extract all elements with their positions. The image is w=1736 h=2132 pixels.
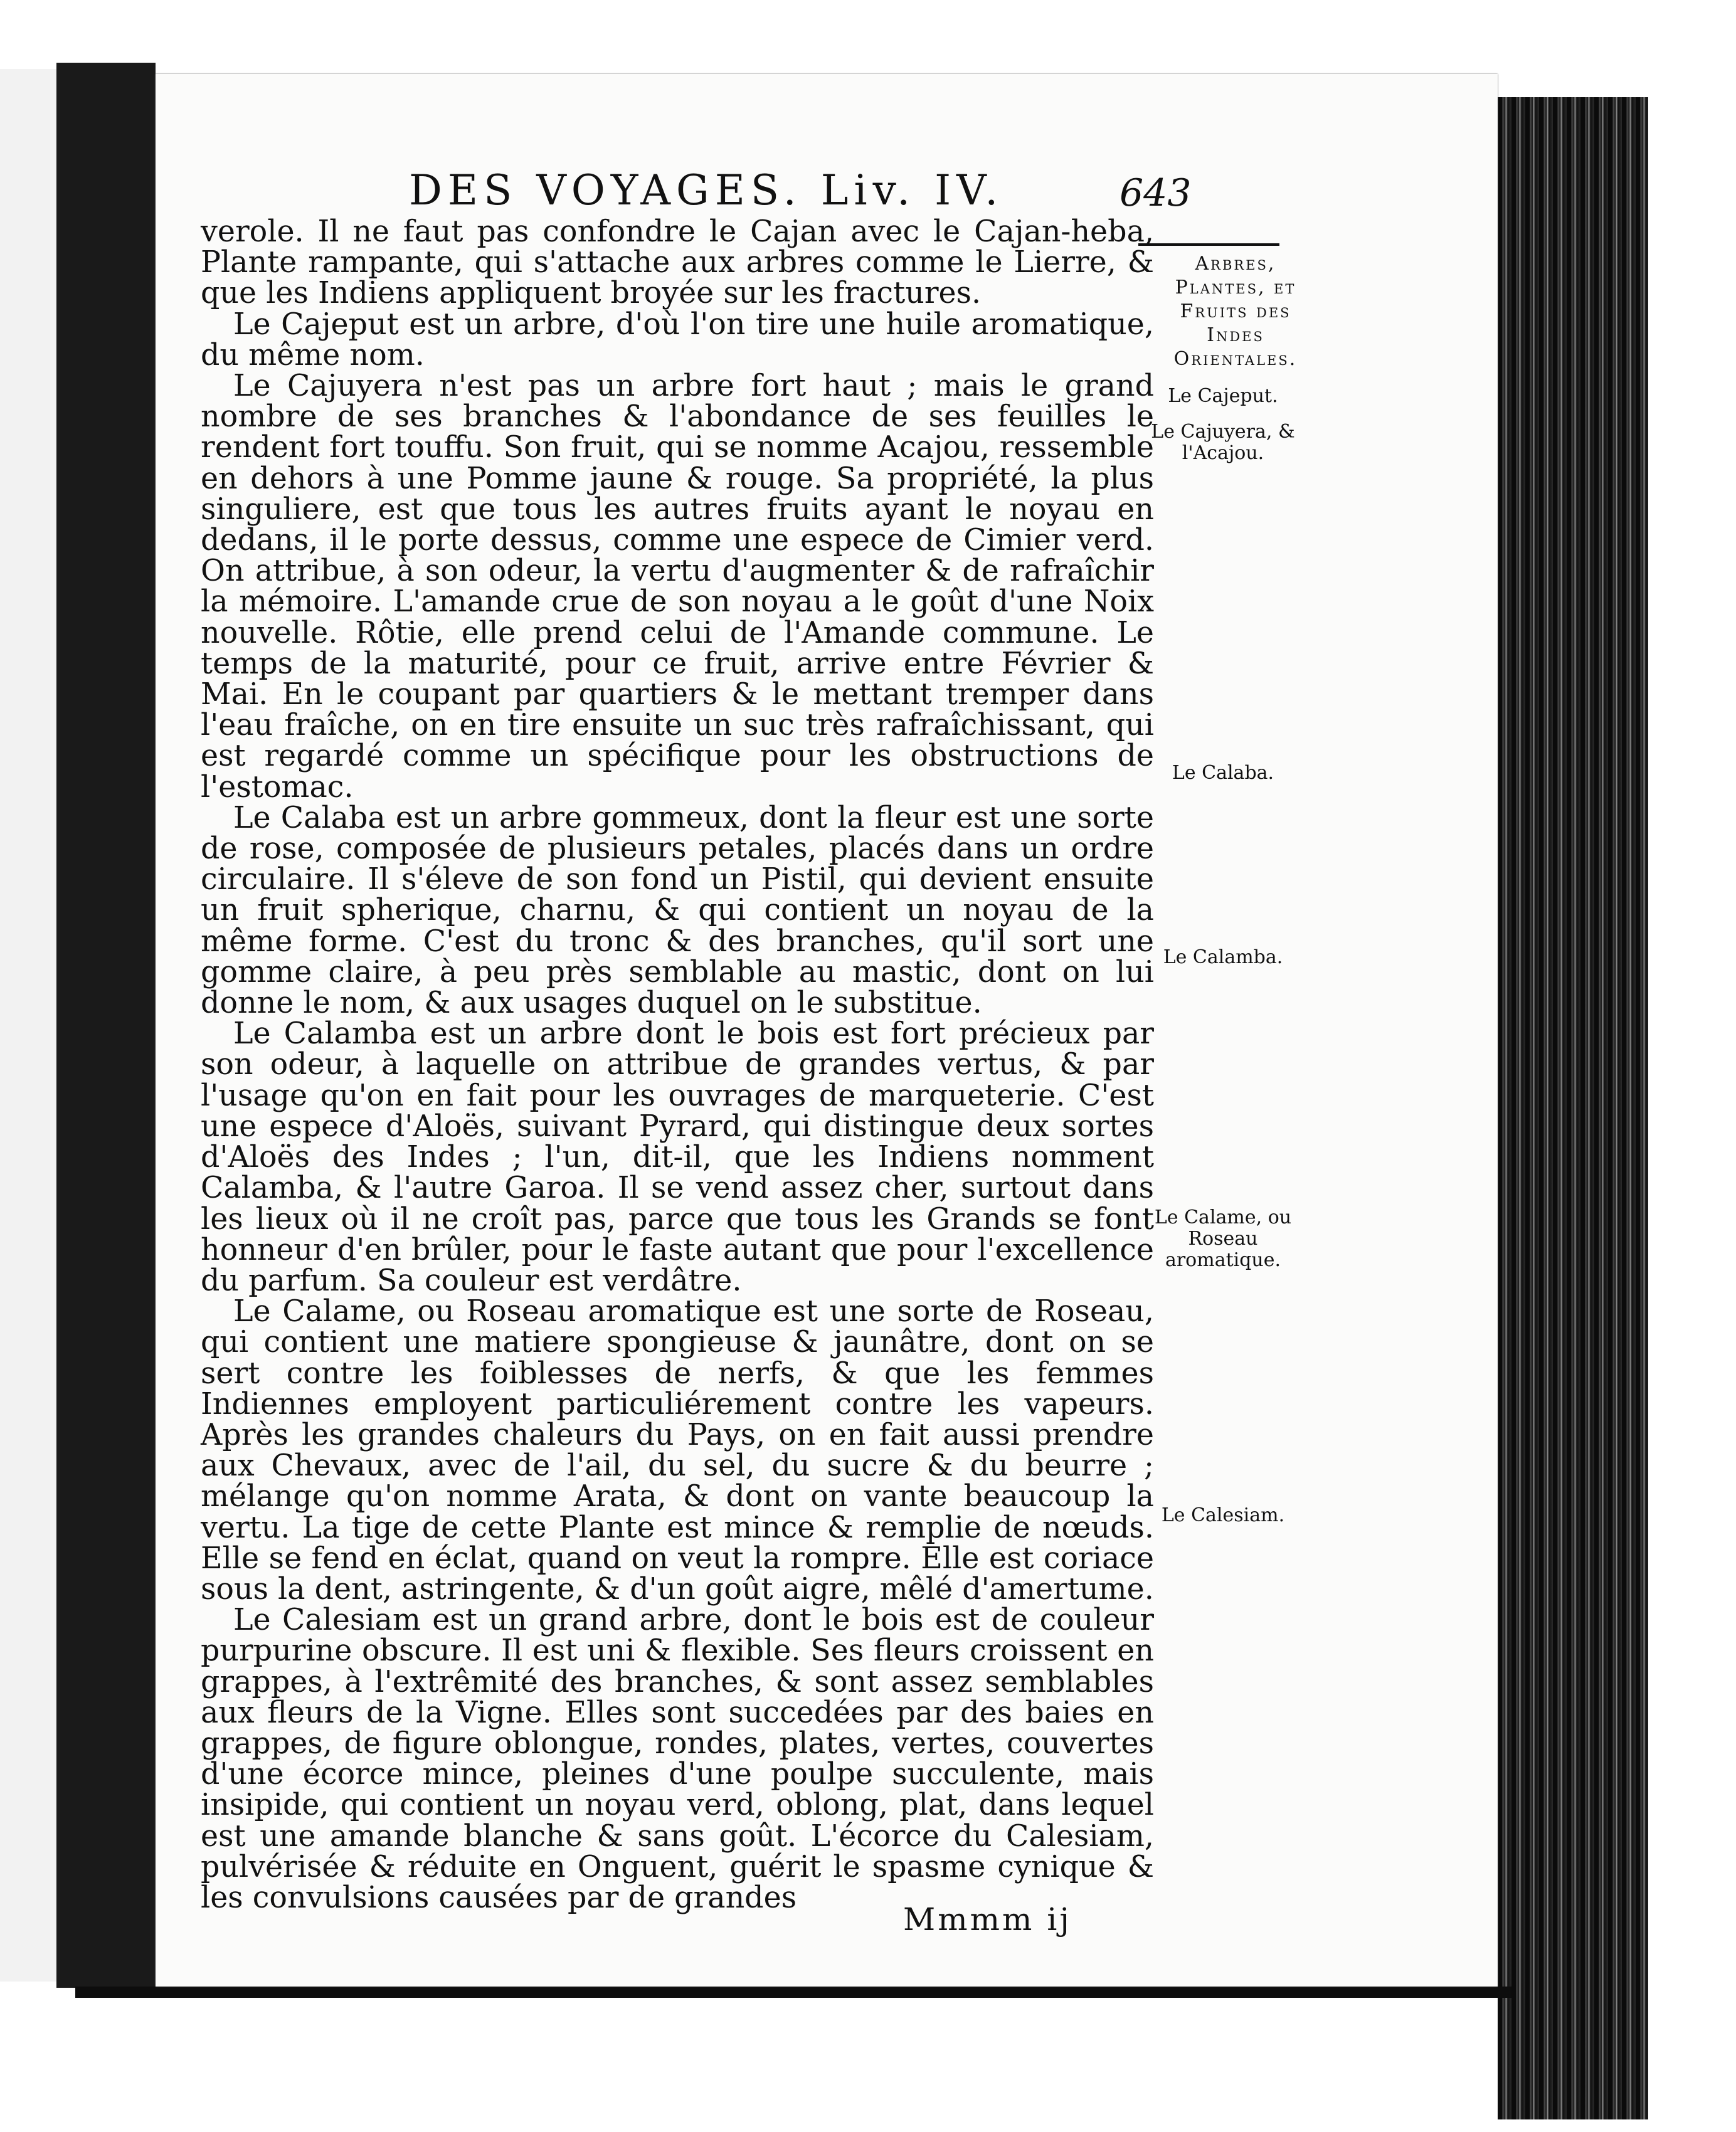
side-note-cajuyera: Le Cajuyera, & l'Acajou. [1151,421,1295,464]
side-note-calame: Le Calame, ou Roseau aromatique. [1154,1206,1292,1271]
paragraph-calaba: Le Calaba est un arbre gommeux, dont la fleur est une sorte de rose, composée de plusieurs petales, placés dans un ordre circulaire. Il s'éleve de son fond un Pistil, qui devient ensuite un fruit spherique, charnu, & qui contient un noyau de la même forme. C'est du tronc & des branches, qu'il sort une gomme claire, à peu près semblable au mastic, dont on lui donne le nom, & aux usages duquel on le substitue. [201,800,1154,1021]
paragraph-calesiam: Le Calesiam est un grand arbre, dont le bois est de couleur purpurine obscure. Il est uni & flexible. Ses fleurs croissent en grappes, à l'extrêmité des branches, & sont assez semblables aux fleurs de la Vigne. Elles sont succedées par des baies en grappes, de figure oblongue, rondes, plates, vertes, couvertes d'une écorce mince, pleines d'une poulpe succulente, mais insipide, qui contient un noyau verd, oblong, plat, dans lequel est une amande blanche & sans goût. L'écorce du Calesiam, pulvérisée & réduite en Onguent, guérit le spasme cynique & les convulsions causées par de grandes [201,1603,1154,1915]
bottom-dark-border [75,1987,1511,1998]
left-dark-border [56,63,156,1988]
book-fore-edge [1498,97,1648,2119]
side-note-calamba: Le Calamba. [1163,946,1283,968]
paragraph-cajeput: Le Cajeput est un arbre, d'où l'on tire une huile aromatique, du même nom. [201,307,1154,372]
paragraph-cajuyera: Le Cajuyera n'est pas un arbre fort haut ; mais le grand nombre de ses branches & l'abondance de ses feuilles le rendent fort touffu. Son fruit, qui se nomme Acajou, ressemble en dehors à une Pomme jaune & rouge. Sa propriété, la plus singuliere, est que tous les autres fruits ayant le noyau en dedans, il le porte dessus, comme une espece de Cimier verd. On attribue, à son odeur, la vertu d'augmenter & de rafraîchir la mémoire. L'amande crue de son noyau a le goût d'une Noix nouvelle. Rôtie, elle prend celui de l'Amande commune. Le temps de la maturité, pour ce fruit, arrive entre Février & Mai. En le coupant par quartiers & le mettant tremper dans l'eau fraîche, on en tire ensuite un suc très rafraîchissant, qui est regardé comme un spécifique pour les obstructions de l'estomac. [201,369,1154,805]
side-note-calaba: Le Calaba. [1172,762,1274,784]
margin-rule [1138,243,1279,246]
paragraph-verole: verole. Il ne faut pas confondre le Cajan avec le Cajan-heba, Plante rampante, qui s'attache aux arbres comme le Lierre, & que les Indiens appliquent broyée sur les fractures. [201,214,1154,311]
side-note-cajeput: Le Cajeput. [1168,385,1278,407]
side-note-calesiam: Le Calesiam. [1161,1504,1285,1526]
margin-section-heading: Arbres, Plantes, et Fruits des Indes Orientales. [1173,253,1298,370]
signature-mark: Mmmm ij [903,1901,1072,1938]
paragraph-calame: Le Calame, ou Roseau aromatique est une sorte de Roseau, qui contient une matiere spongieuse & jaunâtre, dont on se sert contre les foiblesses de nerfs, & que les femmes Indiennes employent particuliérement contre les vapeurs. Après les grandes chaleurs du Pays, on en fait aussi prendre aux Chevaux, avec de l'ail, du sel, du sucre & du beurre ; mélange qu'on nomme Arata, & dont on vante beaucoup la vertu. La tige de cette Plante est mince & remplie de nœuds. Elle se fend en éclat, quand on veut la rompre. Elle est coriace sous la dent, astringente, & d'un goût aigre, mêlé d'amertume. [201,1294,1154,1607]
page-header [251,166,1192,216]
running-title: DES VOYAGES. Liv. IV. [409,166,1004,214]
page-number: 643 [1119,171,1192,215]
body-text [201,216,1154,1913]
previous-page-edge [0,69,56,1982]
paragraph-calamba: Le Calamba est un arbre dont le bois est fort précieux par son odeur, à laquelle on attribue de grandes vertus, & par l'usage qu'on en fait pour les ouvrages de marqueterie. C'est une espece d'Aloës, suivant Pyrard, qui distingue deux sortes d'Aloës des Indes ; l'un, dit-il, que les Indiens nomment Calamba, & l'autre Garoa. Il se vend assez cher, surtout dans les lieux où il ne croît pas, parce que tous les Grands se font honneur d'en brûler, pour le faste autant que pour l'excellence du parfum. Sa couleur est verdâtre. [201,1016,1154,1298]
